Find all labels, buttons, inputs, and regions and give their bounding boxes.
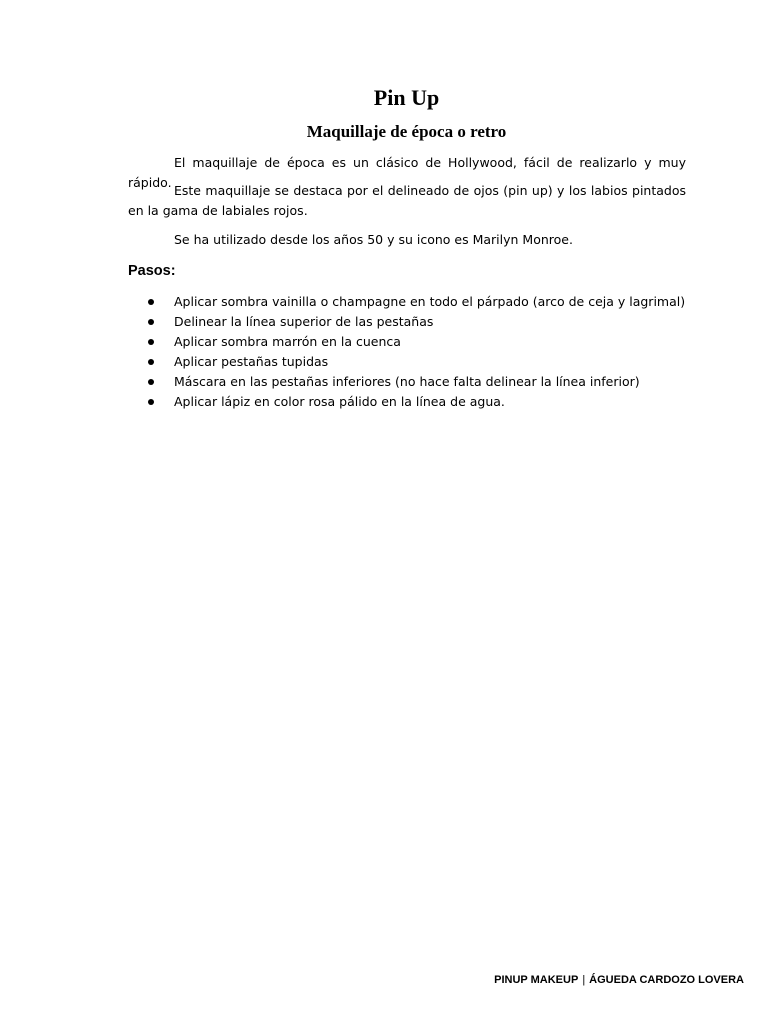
list-item xyxy=(146,392,706,412)
steps-heading: Pasos: xyxy=(128,263,176,279)
paragraph-description: Este maquillaje se destaca por el delineado de ojos (pin up) y los labios pintados en la gama de labiales rojos. xyxy=(128,183,686,218)
steps-list xyxy=(146,292,706,412)
paragraph-intro: El maquillaje de época es un clásico de Hollywood, fácil de realizarlo y muy rápido. xyxy=(128,155,686,190)
step-text: Aplicar sombra marrón en la cuenca xyxy=(174,334,401,349)
list-item xyxy=(146,372,706,392)
bullet-icon xyxy=(148,319,154,325)
step-text: Máscara en las pestañas inferiores (no hace falta delinear la línea inferior) xyxy=(174,374,640,389)
step-text: Aplicar lápiz en color rosa pálido en la línea de agua. xyxy=(174,394,505,409)
footer-separator: | xyxy=(582,974,586,986)
page-footer xyxy=(494,971,744,989)
footer-brand: PINUP MAKEUP xyxy=(494,974,579,986)
page-title: Pin Up xyxy=(373,85,440,110)
bullet-icon xyxy=(148,379,154,385)
bullet-icon xyxy=(148,359,154,365)
step-text: Aplicar pestañas tupidas xyxy=(174,354,329,369)
page-subtitle: Maquillaje de época o retro xyxy=(306,122,507,141)
list-item xyxy=(146,292,706,312)
step-text: Delinear la línea superior de las pestañas xyxy=(174,314,434,329)
list-item xyxy=(146,352,706,372)
list-item xyxy=(146,332,706,352)
list-item xyxy=(146,312,706,332)
paragraph-history: Se ha utilizado desde los años 50 y su icono es Marilyn Monroe. xyxy=(174,232,573,247)
bullet-icon xyxy=(148,299,154,305)
footer-author: ÁGUEDA CARDOZO LOVERA xyxy=(589,974,744,986)
bullet-icon xyxy=(148,339,154,345)
bullet-icon xyxy=(148,399,154,405)
step-text: Aplicar sombra vainilla o champagne en todo el párpado (arco de ceja y lagrimal) xyxy=(174,294,686,309)
